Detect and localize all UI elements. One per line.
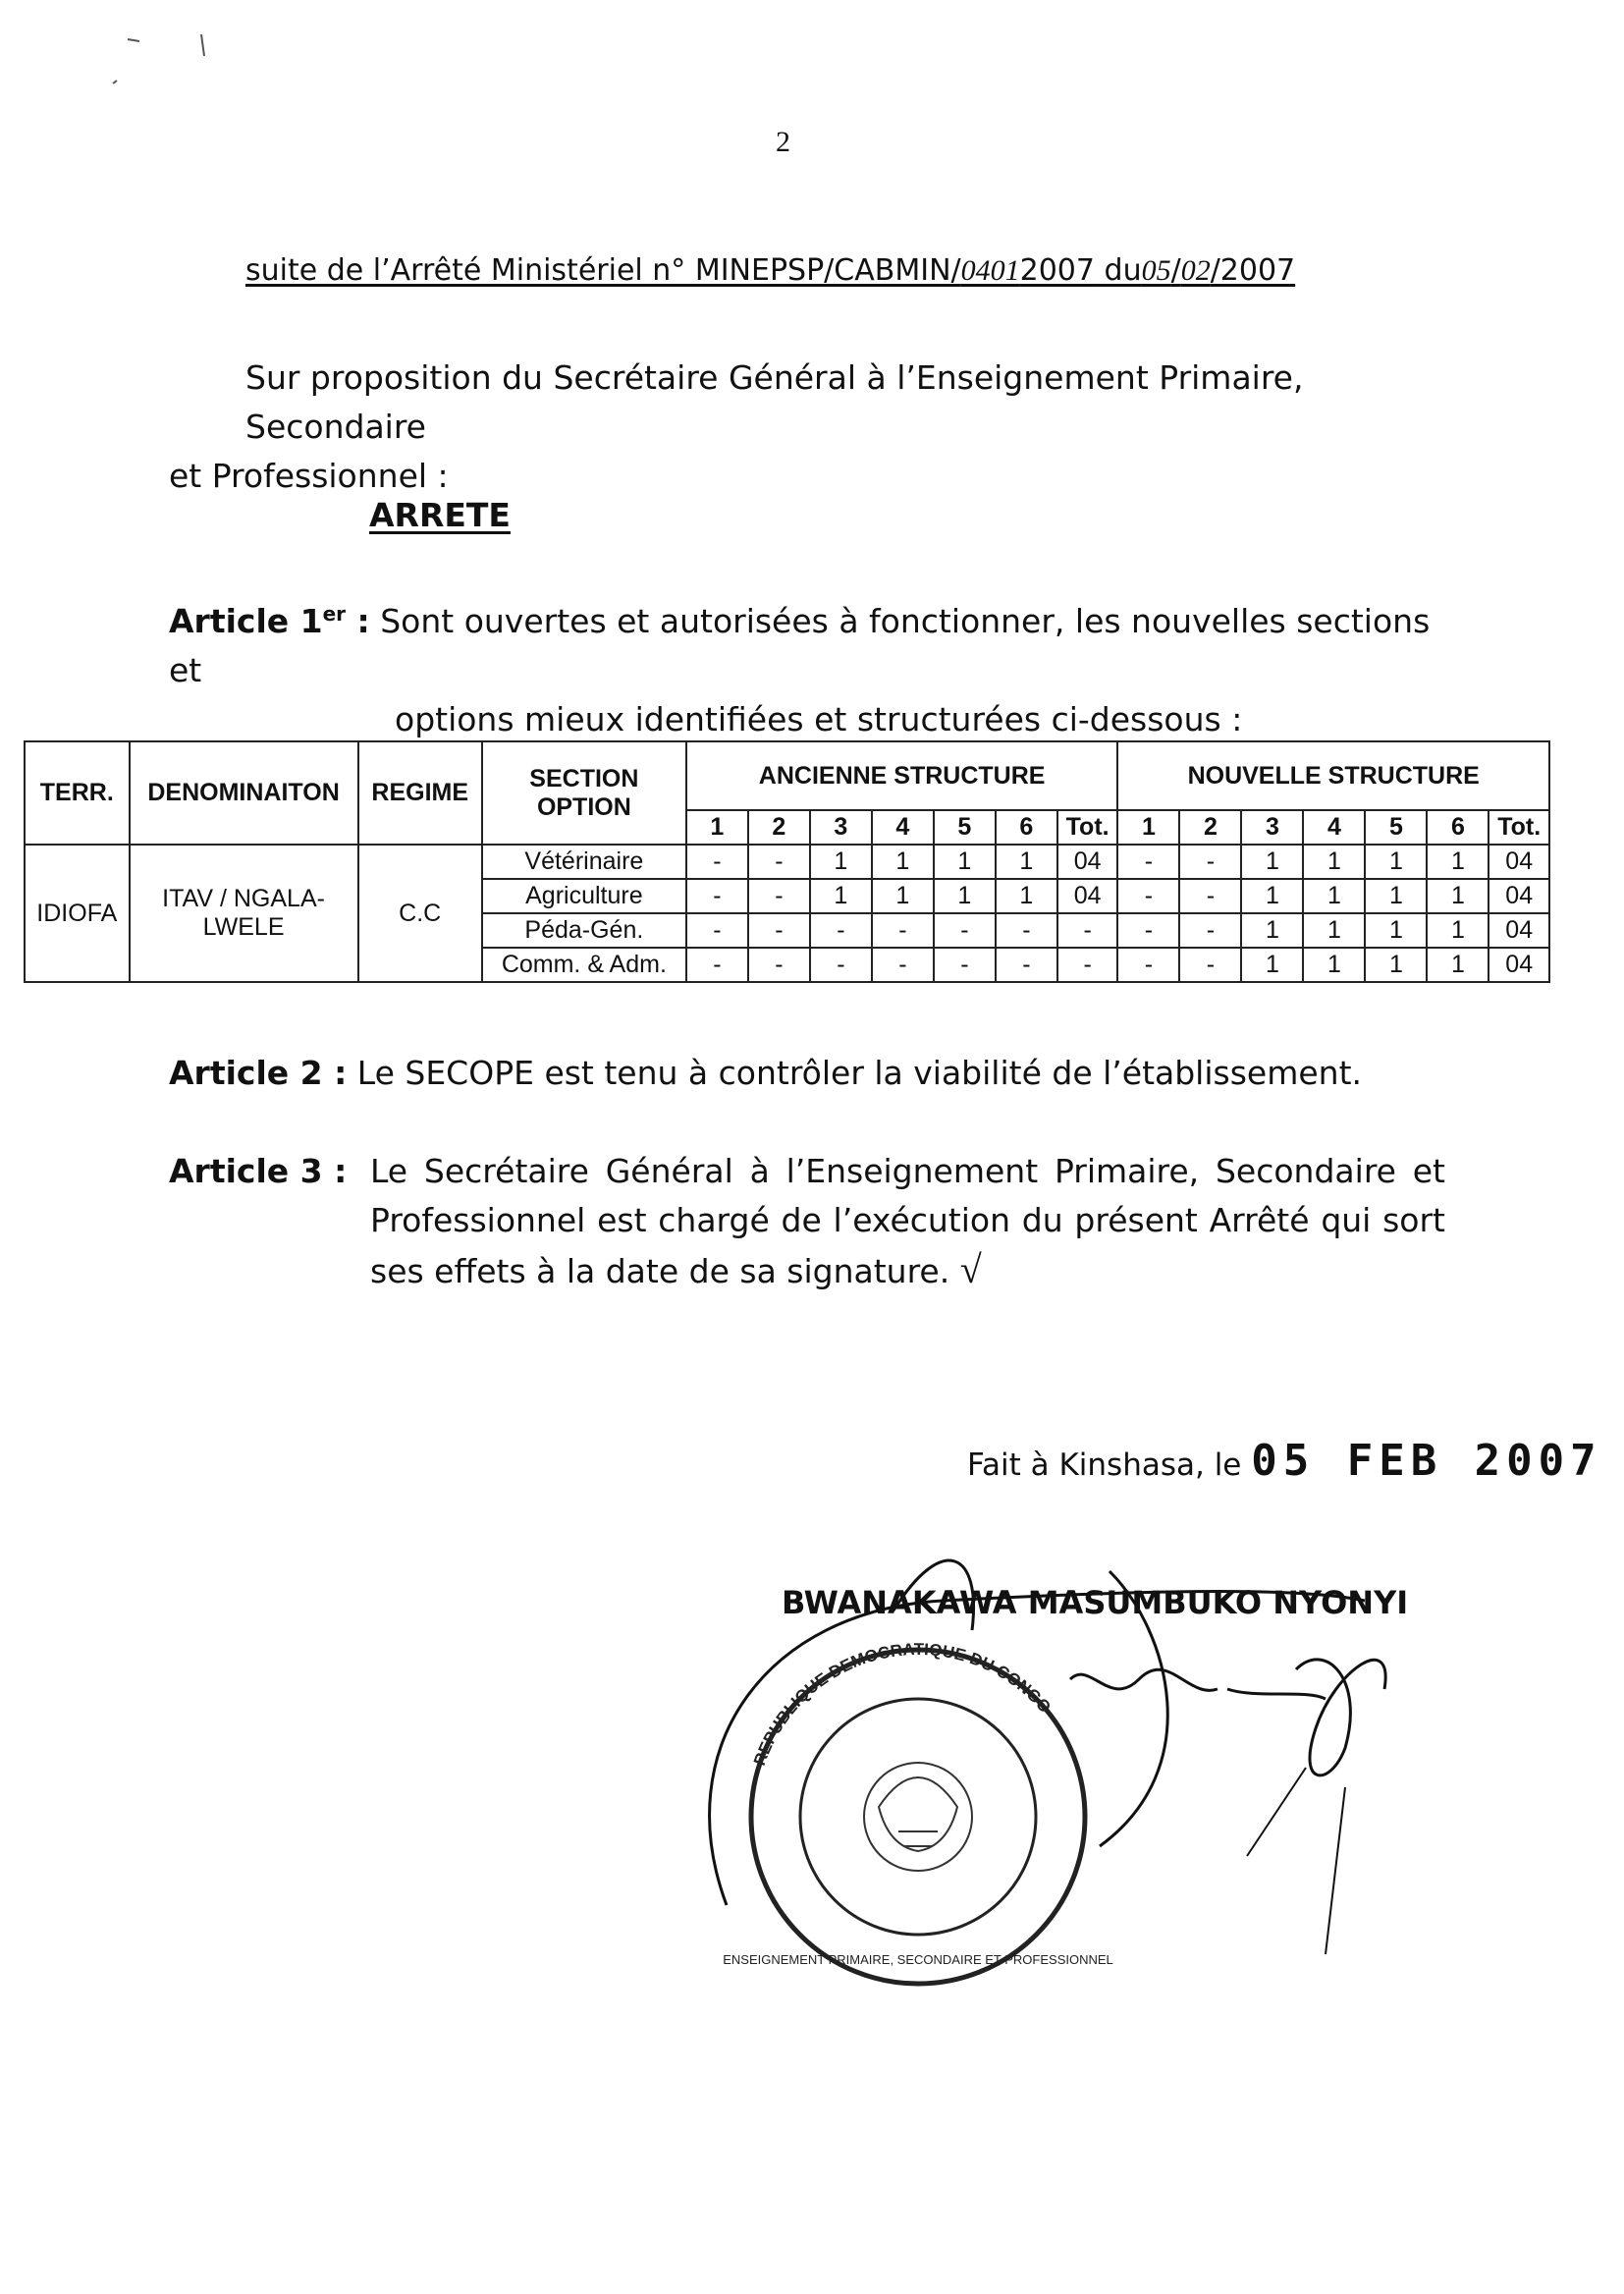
- article-1-label: Article 1er :: [169, 602, 370, 640]
- seal-inner-text: ENSEIGNEMENT PRIMAIRE, SECONDAIRE ET PROFESSIONNEL: [723, 1952, 1113, 1967]
- table-row: [25, 845, 1549, 879]
- article-1: [169, 589, 1455, 744]
- sub-nouvelle-tot: Tot.: [1489, 810, 1549, 845]
- handwritten-initials: √: [959, 1247, 982, 1291]
- article-1-text-line2: options mieux identifiées et structurées ci-dessous :: [395, 700, 1243, 738]
- cell-value: 1: [1241, 948, 1303, 982]
- seal-outer-text: REPUBLIQUE DEMOCRATIQUE DU CONGO: [749, 1639, 1055, 1769]
- cell-value: -: [872, 948, 934, 982]
- sub-ancienne-1: 1: [686, 810, 748, 845]
- cell-value: 1: [872, 845, 934, 879]
- cell-value: -: [748, 879, 810, 913]
- cell-value: 1: [1427, 845, 1489, 879]
- reference-line: suite de l’Arrêté Ministériel n° MINEPSP/CABMIN/04012007 du05/02/2007: [245, 253, 1296, 288]
- cell-value: -: [996, 913, 1057, 948]
- signature-stroke: [1247, 1768, 1345, 1954]
- cell-value: 1: [1303, 948, 1365, 982]
- header-denomination: DENOMINAITON: [130, 741, 358, 845]
- cell-value: 1: [1365, 948, 1427, 982]
- article-1-text-line1: Sont ouvertes et autorisées à fonctionner, les nouvelles sections et: [169, 602, 1431, 689]
- cell-total: -: [1057, 913, 1118, 948]
- sub-ancienne-6: 6: [996, 810, 1057, 845]
- cell-total: 04: [1489, 948, 1549, 982]
- cell-value: 1: [872, 879, 934, 913]
- cell-value: 1: [810, 845, 872, 879]
- cell-total: 04: [1489, 879, 1549, 913]
- date-stamp: 05 FEB 2007: [1251, 1436, 1602, 1486]
- cell-value: 1: [1241, 845, 1303, 879]
- sub-nouvelle-4: 4: [1303, 810, 1365, 845]
- cell-value: -: [1179, 879, 1241, 913]
- cell-option: Agriculture: [482, 879, 686, 913]
- cell-regime: C.C: [358, 845, 482, 982]
- header-ancienne-structure: ANCIENNE STRUCTURE: [686, 741, 1118, 810]
- sub-nouvelle-2: 2: [1179, 810, 1241, 845]
- cell-option: Vétérinaire: [482, 845, 686, 879]
- cell-value: 1: [1427, 948, 1489, 982]
- cell-value: -: [686, 913, 748, 948]
- cell-value: -: [810, 948, 872, 982]
- cell-value: 1: [1303, 845, 1365, 879]
- header-regime: REGIME: [358, 741, 482, 845]
- cell-denomination: ITAV / NGALA-LWELE: [130, 845, 358, 982]
- cell-terr: IDIOFA: [25, 845, 130, 982]
- sub-ancienne-tot: Tot.: [1057, 810, 1118, 845]
- sub-ancienne-5: 5: [934, 810, 996, 845]
- cell-value: -: [748, 913, 810, 948]
- signatory-name: BWANAKAWA MASUMBUKO NYONYI: [782, 1584, 1409, 1621]
- cell-value: -: [686, 879, 748, 913]
- cell-value: -: [686, 845, 748, 879]
- header-terr: TERR.: [25, 741, 130, 845]
- cell-value: -: [934, 913, 996, 948]
- cell-value: -: [1179, 913, 1241, 948]
- closing-place: Fait à Kinshasa, le: [967, 1447, 1242, 1483]
- header-nouvelle-structure: NOUVELLE STRUCTURE: [1117, 741, 1549, 810]
- cell-total: -: [1057, 948, 1118, 982]
- signature-and-seal: [619, 1493, 1561, 2003]
- cell-value: 1: [1427, 879, 1489, 913]
- cell-value: 1: [996, 879, 1057, 913]
- cell-value: 1: [1303, 879, 1365, 913]
- signature-stroke: [1070, 1669, 1326, 1699]
- cell-value: 1: [1303, 913, 1365, 948]
- seal-text: [750, 1640, 1055, 1768]
- article-3-label: Article 3 :: [169, 1152, 348, 1190]
- cell-value: 1: [934, 845, 996, 879]
- cell-total: 04: [1489, 845, 1549, 879]
- cell-total: 04: [1057, 879, 1118, 913]
- sub-nouvelle-3: 3: [1241, 810, 1303, 845]
- proposition-paragraph: Sur proposition du Secrétaire Général à l’Enseignement Primaire, Secondaire et Professionnel :: [169, 358, 1304, 495]
- cell-option: Comm. & Adm.: [482, 948, 686, 982]
- cell-value: -: [1117, 913, 1179, 948]
- sub-ancienne-3: 3: [810, 810, 872, 845]
- cell-value: -: [748, 948, 810, 982]
- article-2: [169, 1049, 1465, 1098]
- cell-value: 1: [810, 879, 872, 913]
- article-3: [169, 1147, 1445, 1296]
- cell-value: 1: [934, 879, 996, 913]
- seal-inner-ring: [800, 1699, 1036, 1935]
- cell-value: -: [1117, 845, 1179, 879]
- cell-value: -: [872, 913, 934, 948]
- cell-total: 04: [1057, 845, 1118, 879]
- cell-value: -: [1117, 948, 1179, 982]
- article-2-label: Article 2 :: [169, 1054, 348, 1092]
- cell-value: 1: [996, 845, 1057, 879]
- sub-nouvelle-5: 5: [1365, 810, 1427, 845]
- sub-ancienne-4: 4: [872, 810, 934, 845]
- cell-value: -: [1117, 879, 1179, 913]
- cell-value: 1: [1365, 845, 1427, 879]
- cell-total: 04: [1489, 913, 1549, 948]
- header-section-option: SECTION OPTION: [482, 741, 686, 845]
- article-2-text: Le SECOPE est tenu à contrôler la viabilité de l’établissement.: [347, 1054, 1362, 1092]
- cell-value: -: [1179, 845, 1241, 879]
- cell-value: -: [810, 913, 872, 948]
- handwritten-decree-number: 0401: [960, 254, 1020, 287]
- cell-value: 1: [1427, 913, 1489, 948]
- scan-specks: [0, 0, 295, 157]
- cell-value: -: [1179, 948, 1241, 982]
- signature-stroke: [1296, 1660, 1385, 1775]
- page-number: 2: [776, 126, 790, 158]
- cell-value: 1: [1241, 879, 1303, 913]
- arrete-heading: ARRETE: [369, 496, 511, 534]
- cell-value: -: [996, 948, 1057, 982]
- seal-emblem-icon: [864, 1763, 972, 1871]
- cell-value: -: [934, 948, 996, 982]
- closing-date-line: [967, 1436, 1602, 1486]
- sections-table: [24, 740, 1550, 983]
- cell-value: 1: [1365, 879, 1427, 913]
- sub-ancienne-2: 2: [748, 810, 810, 845]
- article-3-text: Le Secrétaire Général à l’Enseignement Primaire, Secondaire et Professionnel est chargé de l’exécution du présent Arrêté qui sort ses effets à la date de sa signature.: [370, 1152, 1445, 1290]
- sub-nouvelle-6: 6: [1427, 810, 1489, 845]
- sub-nouvelle-1: 1: [1117, 810, 1179, 845]
- cell-value: 1: [1241, 913, 1303, 948]
- cell-option: Péda-Gén.: [482, 913, 686, 948]
- cell-value: 1: [1365, 913, 1427, 948]
- handwritten-month: 02: [1180, 254, 1211, 287]
- handwritten-day: 05: [1141, 254, 1171, 287]
- cell-value: -: [686, 948, 748, 982]
- cell-value: -: [748, 845, 810, 879]
